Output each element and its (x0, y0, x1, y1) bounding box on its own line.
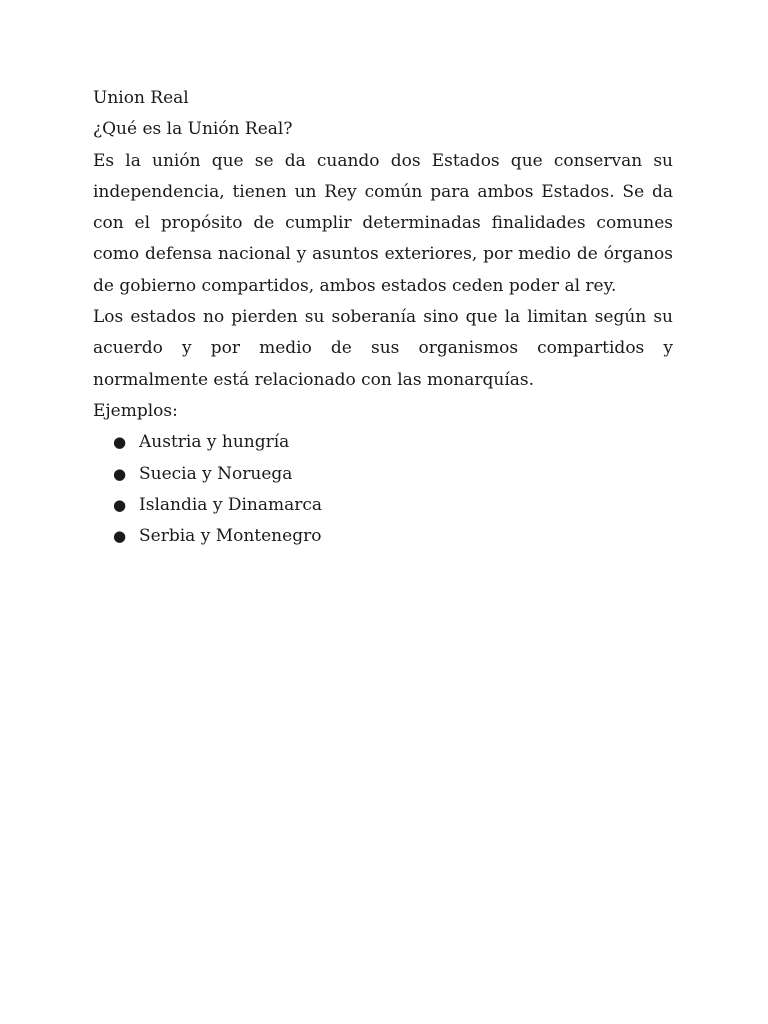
example-text: Suecia y Noruega (139, 463, 293, 484)
bullet-icon: ● (113, 495, 127, 514)
document-body (93, 83, 673, 552)
bullet-icon: ● (113, 433, 127, 452)
paragraph-definition: Es la unión que se da cuando dos Estados que conservan su independencia, tienen un Rey común para ambos Estados. Se da con el propósito de cumplir determinadas finalidades comunes como defensa nacional y asuntos exteriores, por medio de órganos de gobierno compartidos, ambos estados ceden poder al rey. (93, 150, 673, 296)
example-text: Austria y hungría (139, 432, 290, 453)
list-item (93, 459, 673, 490)
examples-label: Ejemplos: (93, 400, 178, 421)
bullet-icon: ● (113, 464, 127, 483)
list-item (93, 490, 673, 521)
example-text: Islandia y Dinamarca (139, 494, 323, 515)
list-item (93, 427, 673, 458)
document-question: ¿Qué es la Unión Real? (93, 119, 293, 140)
example-text: Serbia y Montenegro (139, 526, 322, 547)
bullet-icon: ● (113, 527, 127, 546)
examples-list (93, 427, 673, 552)
list-item (93, 521, 673, 552)
paragraph-sovereignty: Los estados no pierden su soberanía sino que la limitan según su acuerdo y por medio de sus organismos compartidos y normalmente está relacionado con las monarquías. (93, 307, 673, 390)
document-title: Union Real (93, 88, 189, 108)
